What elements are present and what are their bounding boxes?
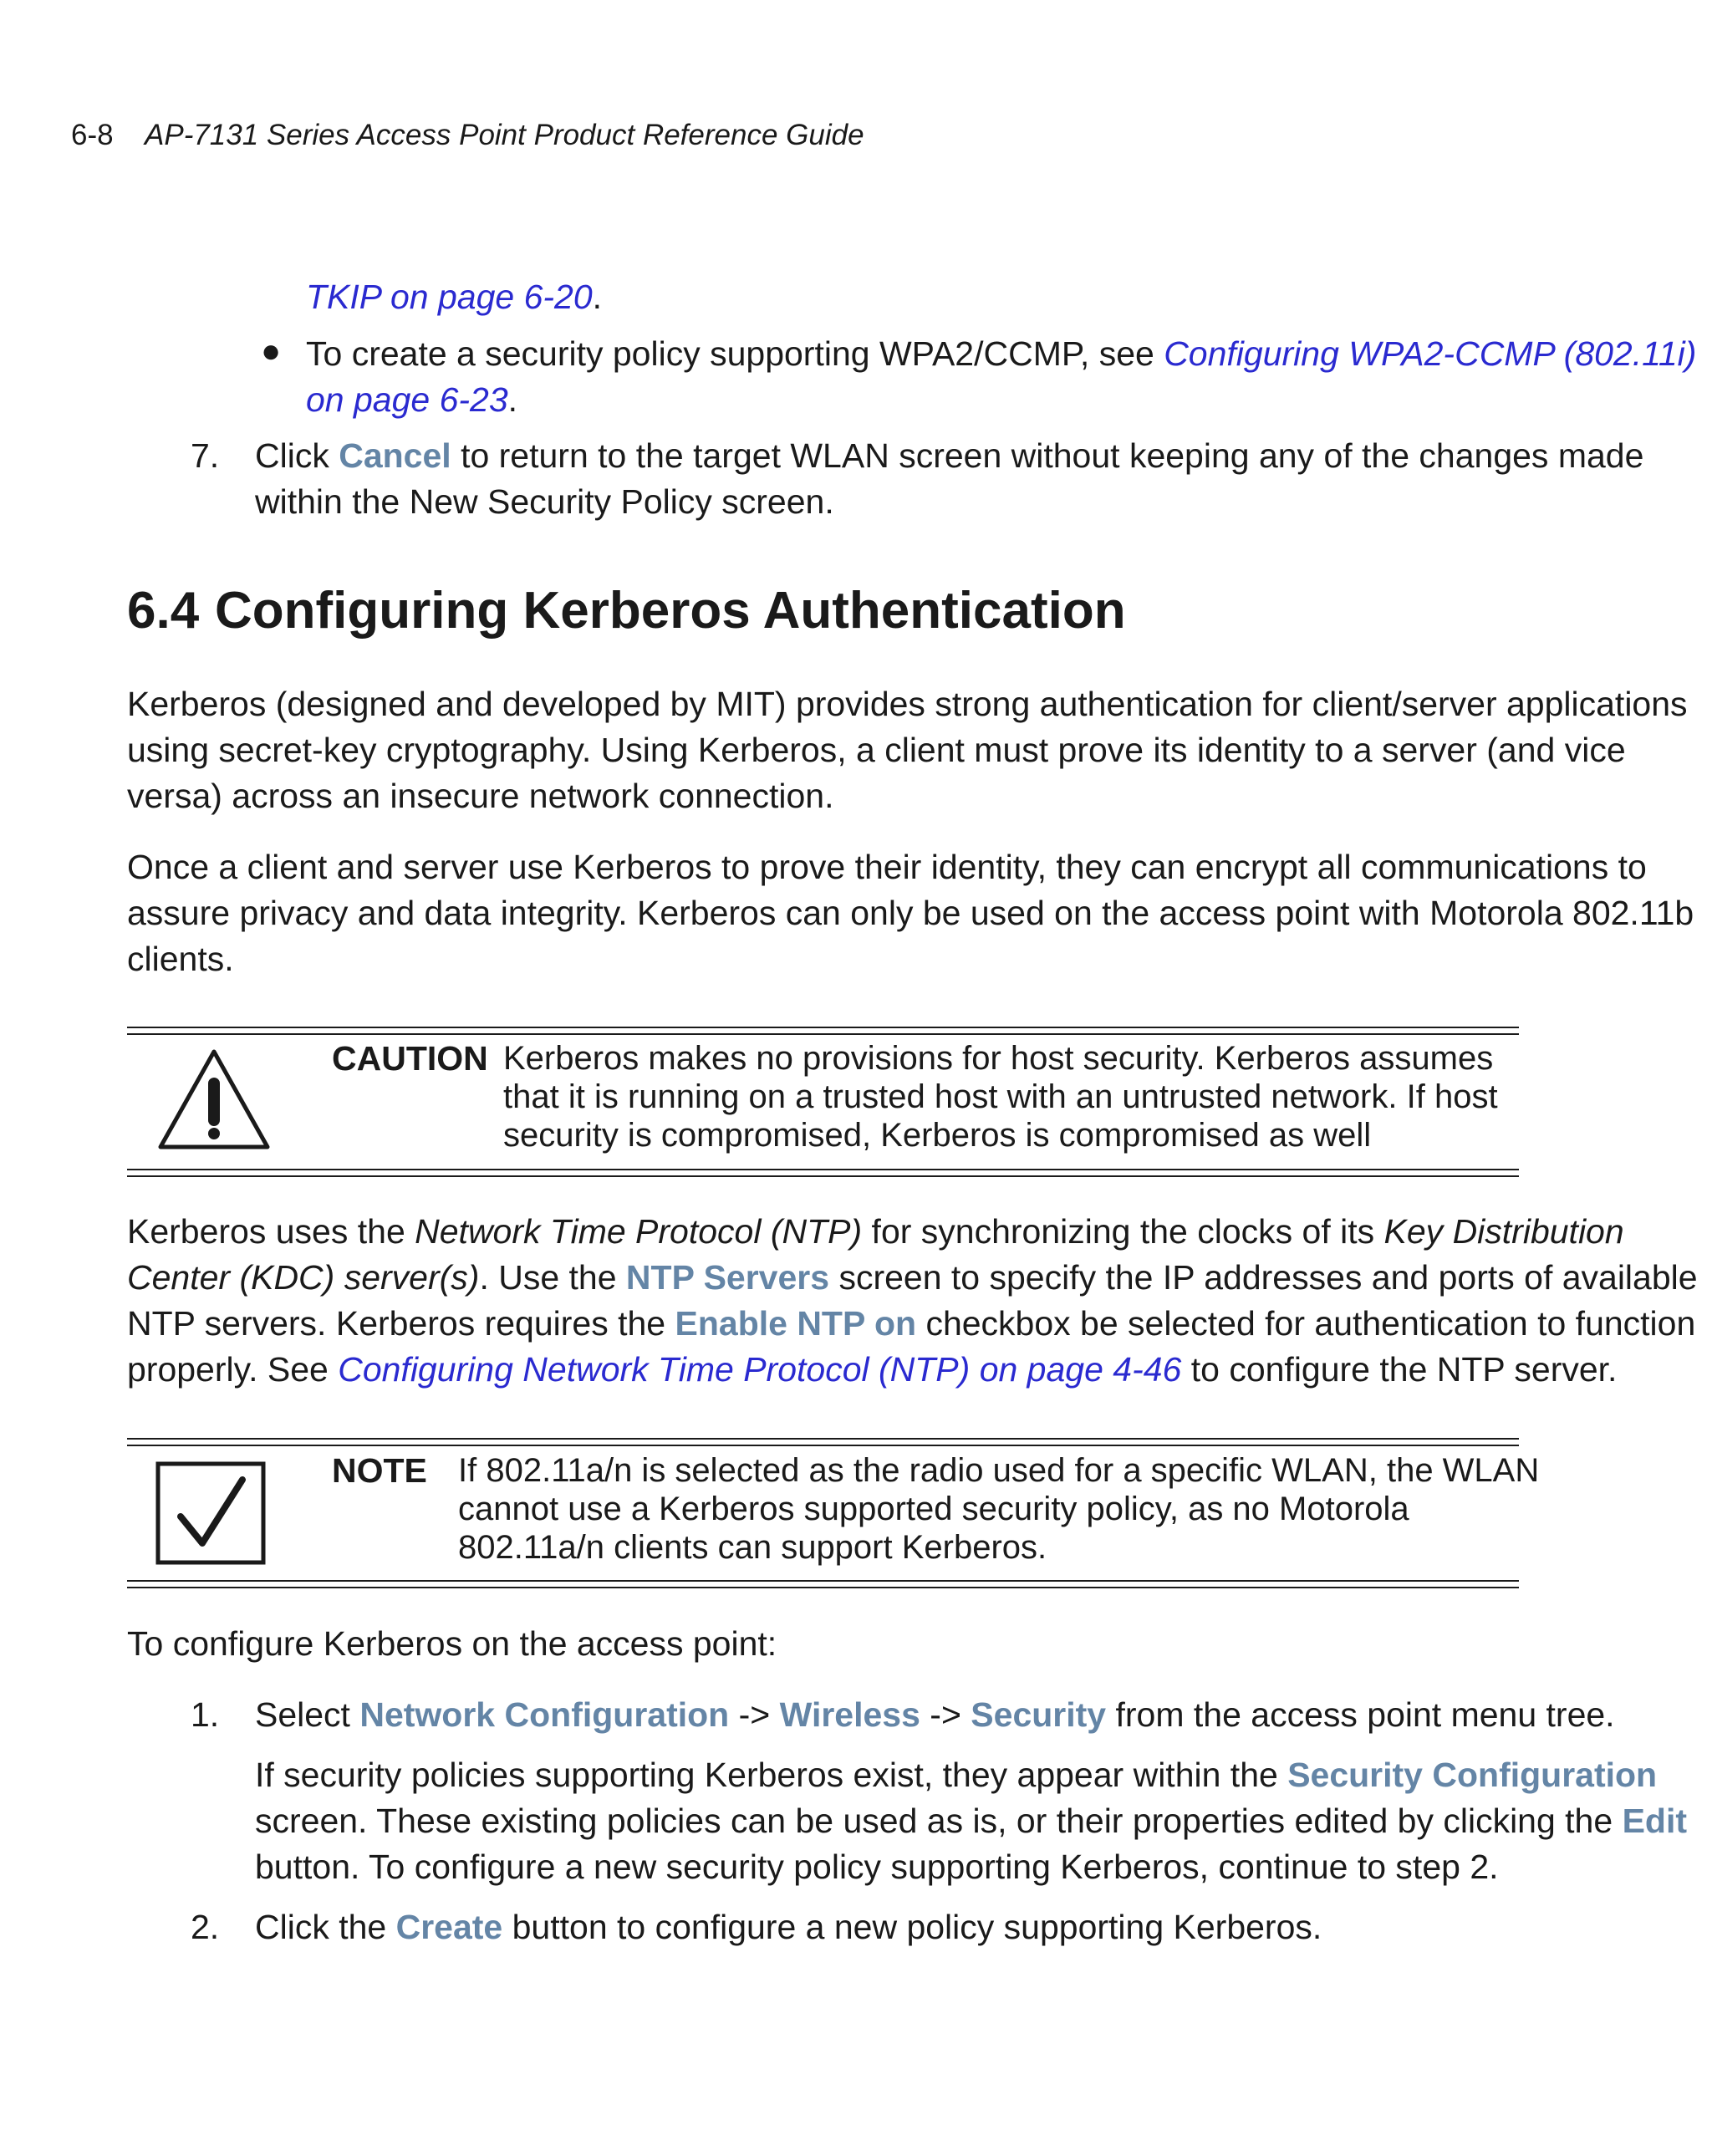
link-wpa2-page[interactable]: on page 6-23 [306, 380, 508, 419]
step-2: Click the Create button to configure a new policy supporting Kerberos. [255, 1908, 1322, 1946]
link-configuring-ntp[interactable]: Configuring Network Time Protocol (NTP) on page 4-46 [338, 1350, 1182, 1389]
note-text: If 802.11a/n is selected as the radio used for a specific WLAN, the WLAN cannot use a Kerberos supported security policy, as no Motorola 802.11a/n clients can support Kerberos. [458, 1452, 1540, 1566]
keyword-security-configuration: Security Configuration [1287, 1756, 1658, 1794]
paragraph-intro: Kerberos (designed and developed by MIT) provides strong authentication for client/server applications using secret-key cryptography. Using Kerberos, a client must prove its identity to a server (and vice versa) across an insecure network connection. [127, 685, 1688, 815]
keyword-enable-ntp: Enable NTP on [675, 1304, 917, 1343]
step-7: Click Cancel to return to the target WLAN screen without keeping any of the changes made within the New Security Policy screen. [255, 436, 1644, 521]
step-number: 7. [191, 436, 220, 475]
caution-warning-icon [155, 1047, 273, 1152]
callout-rule-top [127, 1027, 1519, 1035]
paragraph-encryption: Once a client and server use Kerberos to prove their identity, they can encrypt all communications to assure privacy and data integrity. Kerberos can only be used on the access point with Motorola 802.11b clients. [127, 848, 1694, 978]
link-tkip[interactable]: TKIP on page 6-20 [306, 278, 593, 316]
keyword-edit: Edit [1622, 1802, 1687, 1840]
paragraph-procedure-intro: To configure Kerberos on the access point: [127, 1624, 777, 1663]
note-label: NOTE [332, 1451, 427, 1490]
continued-line: TKIP on page 6-20. [306, 278, 603, 316]
step-1: Select Network Configuration -> Wireless -> Security from the access point menu tree. [255, 1695, 1615, 1734]
bullet-icon: ● [261, 333, 282, 370]
caution-text: Kerberos makes no provisions for host security. Kerberos assumes that it is running on a trusted host with an untrusted network. If host security is compromised, Kerberos is compromised as well [503, 1040, 1498, 1154]
callout-rule-bottom [127, 1169, 1519, 1177]
callout-rule-bottom [127, 1580, 1519, 1588]
bullet-item-wpa2: To create a security policy supporting WPA2/CCMP, see Configuring WPA2-CCMP (802.11i) on page 6-23. [306, 334, 1697, 419]
link-wpa2-ccmp[interactable]: Configuring WPA2-CCMP (802.11i) [1164, 334, 1697, 373]
keyword-security: Security [971, 1695, 1107, 1734]
keyword-cancel: Cancel [339, 436, 451, 475]
document-title: AP-7131 Series Access Point Product Reference Guide [145, 119, 864, 151]
keyword-create: Create [395, 1908, 503, 1946]
section-heading [127, 581, 1126, 641]
note-checkmark-icon [155, 1461, 266, 1565]
page-number: 6-8 [71, 119, 114, 151]
keyword-network-configuration: Network Configuration [359, 1695, 730, 1734]
step-number: 1. [191, 1695, 220, 1734]
keyword-wireless: Wireless [779, 1695, 920, 1734]
step-1-detail: If security policies supporting Kerberos exist, they appear within the Security Configuration screen. These existing policies can be used as is, or their properties edited by clicking the Edit button. To configure a new security policy supporting Kerberos, continue to step 2. [255, 1756, 1687, 1886]
section-number: 6.4 [127, 582, 200, 640]
caution-label: CAUTION [332, 1039, 488, 1078]
step-number: 2. [191, 1908, 220, 1946]
keyword-ntp-servers: NTP Servers [625, 1258, 830, 1297]
running-header [71, 119, 864, 152]
callout-rule-top [127, 1438, 1519, 1446]
section-title: Configuring Kerberos Authentication [215, 582, 1126, 640]
paragraph-ntp: Kerberos uses the Network Time Protocol (NTP) for synchronizing the clocks of its Key Distribution Center (KDC) server(s). Use the NTP Servers screen to specify the IP addresses and ports of available NTP servers. Kerberos requires the Enable NTP on checkbox be selected for authentication to function properly. See Configuring Network Time Protocol (NTP) on page 4-46 to configure the NTP server. [127, 1212, 1698, 1389]
